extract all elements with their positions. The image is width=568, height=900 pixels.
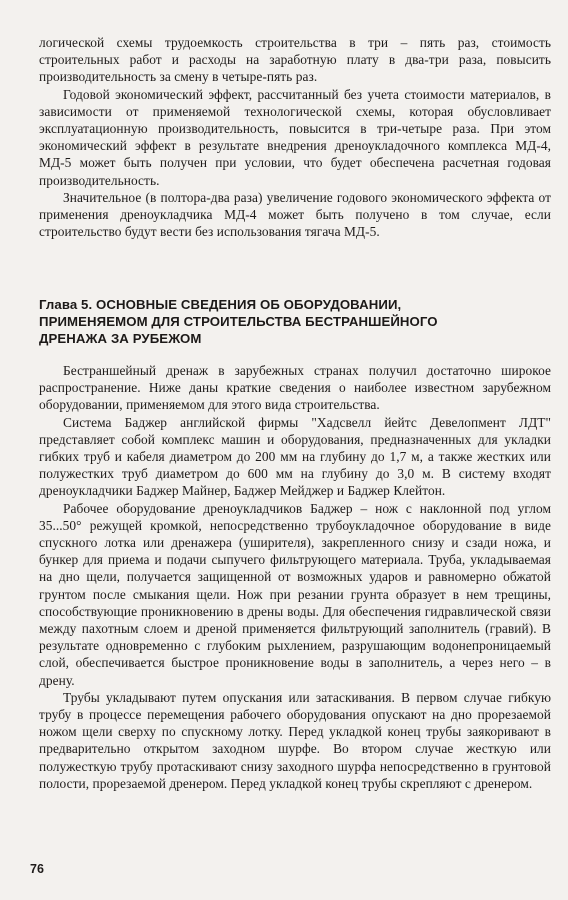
page-number: 76 [30, 862, 44, 876]
paragraph-foreign-drainage: Бестраншейный дренаж в зарубежных странах получил достаточно широкое распространение. Ниже даны краткие сведения о наиболее известном зарубежном оборудовании, применяемом для этого вида строительства. [39, 363, 551, 413]
paragraph-badger-system: Система Баджер английской фирмы "Хадсвелл йейтс Девелопмент ЛДТ" представляет собой комплекс машин и оборудования, предназначенных для укладки гибких труб и кабеля диаметром до 200 мм на глубину до 1,7 м, а также жестких или полужестких труб диаметром до 600 мм на глубину до 3,0 м. В систему входят дреноукладчики Баджер Майнер, Баджер Мейджер и Баджер Клейтон. [39, 414, 551, 499]
paragraph-md4-effect: Значительное (в полтора-два раза) увеличение годового экономического эффекта от применения дреноукладчика МД-4 может быть получено в том случае, если строительство будут вести без использования тягача МД-5. [39, 189, 551, 240]
body-text-section [39, 362, 551, 792]
chapter-heading [39, 296, 551, 347]
chapter-heading-line-1: Глава 5. ОСНОВНЫЕ СВЕДЕНИЯ ОБ ОБОРУДОВАНИИ, [39, 297, 402, 312]
paragraph-economic-effect: Годовой экономический эффект, рассчитанный без учета стоимости материалов, в зависимости от применяемой технологической схемы, которая обусловливает эксплуатационную производительность, повысится в три-четыре раза. При этом экономический эффект в результате внедрения дреноукладочного комплекса МД-4, МД-5 может быть получен при условии, что будет обеспечена расчетная годовая производительность. [39, 86, 551, 188]
top-text-section [39, 34, 551, 240]
paragraph-working-equipment: Рабочее оборудование дреноукладчиков Баджер – нож с наклонной под углом 35...50° режущей кромкой, непосредственно трубоукладочное оборудование в виде спускного лотка или дренажера (уширителя), закрепленного снизу и сзади ножа, и бункер для приема и подачи сыпучего фильтрующего материала. Труба, укладываемая на дно щели, получается защищенной от возможных ударов и равномерно обжатой грунтом после смыкания щели. Нож при резании грунта образует в нем трещины, способствующие проникновению в дрены воды. Для обеспечения гидравлической связи между пахотным слоем и дреной применяется фильтрующий заполнитель (гравий). В результате одновременно с глубоким рыхлением, разрушающим водонепроницаемый слой, обеспечивается быстрое проникновение воды в заполнитель, а через него – в дрену. [39, 500, 551, 688]
chapter-heading-line-3: ДРЕНАЖА ЗА РУБЕЖОМ [39, 331, 202, 346]
paragraph-pipe-laying: Трубы укладывают путем опускания или затаскивания. В первом случае гибкую трубу в процессе перемещения рабочего оборудования опускают на дно прорезаемой ножом щели сверху по спускному лотку. Перед укладкой конец трубы заякоривают в предварительно открытом заходном шурфе. Во втором случае жесткую или полужесткую трубу протаскивают снизу заходного шурфа непосредственно в грунтовой полости, прорезаемой дренером. Перед укладкой конец трубы скрепляют с дренером. [39, 689, 551, 791]
chapter-heading-line-2: ПРИМЕНЯЕМОМ ДЛЯ СТРОИТЕЛЬСТВА БЕСТРАНШЕЙНОГО [39, 314, 438, 329]
paragraph-continuation: логической схемы трудоемкость строительства в три – пять раз, стоимость строительных работ и расходы на заработную плату в два-три раза, повысить производительность за смену в четыре-пять раз. [39, 35, 551, 85]
